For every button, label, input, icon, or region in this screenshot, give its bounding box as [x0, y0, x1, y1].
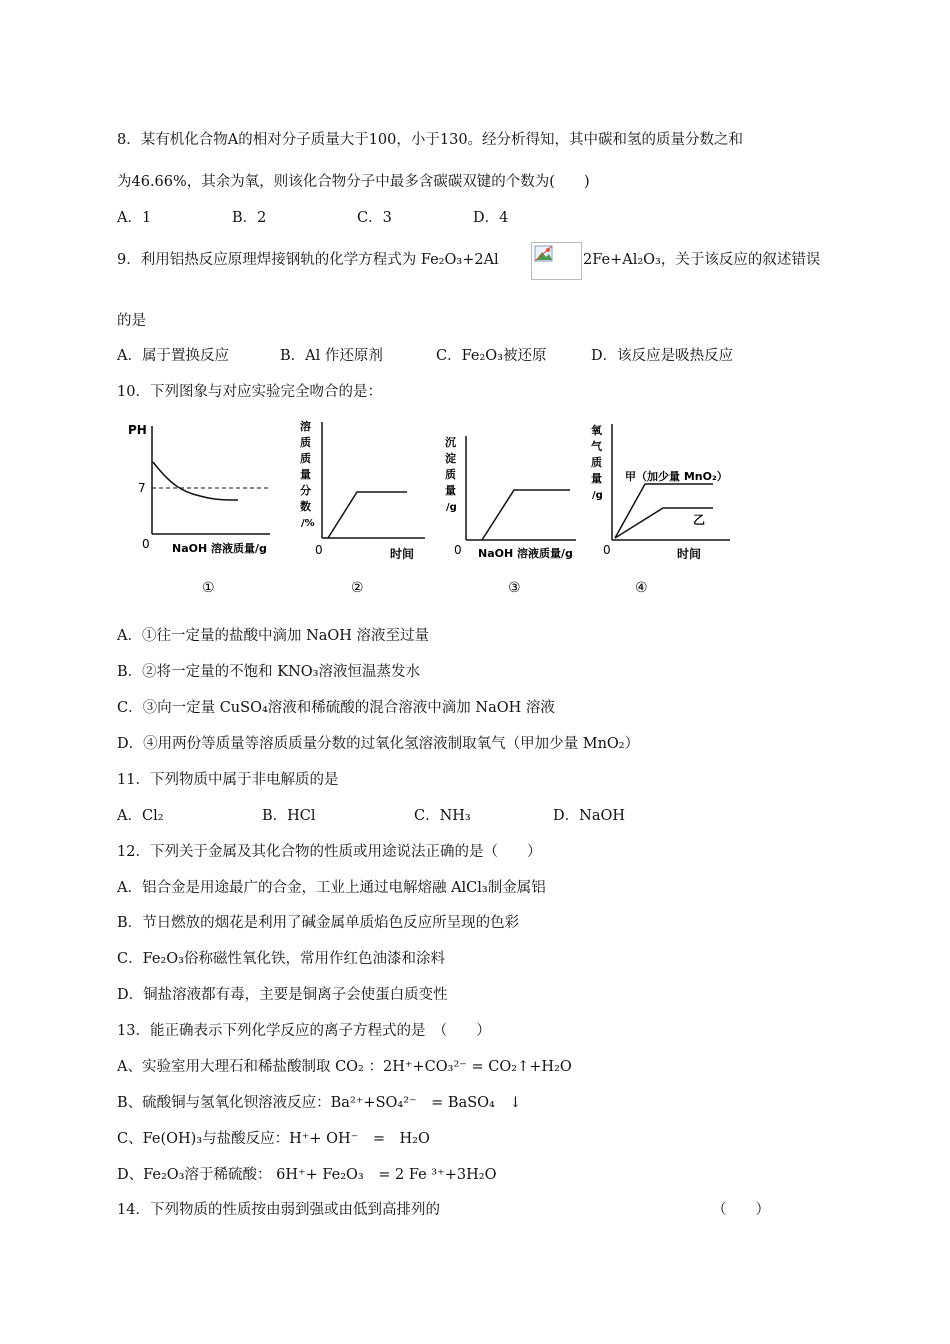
- q8-option-c: C．3: [357, 210, 392, 226]
- graph-2: [295, 412, 445, 602]
- graph-3-ylabel-1: 沉: [445, 436, 456, 449]
- q10-option-b: B．②将一定量的不饱和 KNO₃溶液恒温蒸发水: [117, 664, 420, 680]
- q9-option-d: D．该反应是吸热反应: [591, 348, 734, 364]
- graph-3-curve: [482, 490, 570, 540]
- graph-1-id: ①: [202, 580, 215, 596]
- graph-2-id: ②: [351, 580, 364, 596]
- graph-4-xlabel: 时间: [677, 547, 702, 561]
- graph-3-id: ③: [508, 580, 521, 596]
- graph-4-curve-jia: [615, 484, 713, 538]
- q12-option-d: D．铜盐溶液都有毒，主要是铜离子会使蛋白质变性: [117, 987, 448, 1003]
- q13-stem: 13．能正确表示下列化学反应的离子方程式的是 （ ）: [117, 1023, 491, 1039]
- q8-option-b: B．2: [232, 210, 267, 226]
- q13-option-c: C、Fe(OH)₃与盐酸反应：H⁺+ OH⁻ = H₂O: [117, 1131, 430, 1147]
- graph-4-origin: 0: [603, 543, 611, 557]
- q12-stem: 12．下列关于金属及其化合物的性质或用途说法正确的是（ ）: [117, 844, 542, 860]
- q11-option-c: C．NH₃: [414, 808, 471, 824]
- q12-option-c: C．Fe₂O₃俗称磁性氧化铁，常用作红色油漆和涂料: [117, 951, 445, 967]
- q12-option-a: A．铝合金是用途最广的合金，工业上通过电解熔融 AlCl₃制金属铝: [117, 880, 546, 896]
- graph-2-ylabel-4: 量: [300, 468, 311, 481]
- graph-2-ylabel-2: 质: [300, 436, 311, 449]
- q9-line1-post: 2Fe+Al₂O₃，关于该反应的叙述错误: [583, 252, 821, 268]
- graph-3-ylabel-3: 质: [445, 468, 456, 481]
- q8-line2: 为46.66%，其余为氧，则该化合物分子中最多含碳碳双键的个数为( ): [117, 174, 590, 190]
- graph-2-ylabel-1: 溶: [300, 420, 311, 433]
- graph-4-curve1-label: 甲（加少量 MnO₂）: [625, 470, 728, 483]
- q8-option-d: D．4: [473, 210, 509, 226]
- graph-1-ytick: 7: [138, 481, 146, 495]
- graph-3: [440, 412, 590, 602]
- q14-answer-paren: （ ）: [712, 1202, 770, 1218]
- q12-option-b: B．节日燃放的烟花是利用了碱金属单质焰色反应所呈现的色彩: [117, 915, 520, 931]
- graph-1-origin: 0: [142, 537, 150, 551]
- graph-4-ylabel-2: 气: [591, 440, 602, 453]
- q10-option-d: D．④用两份等质量等溶质质量分数的过氧化氢溶液制取氧气（甲加少量 MnO₂）: [117, 736, 640, 752]
- q13-option-d: D、Fe₂O₃溶于稀硫酸： 6H⁺+ Fe₂O₃ = 2 Fe ³⁺+3H₂O: [117, 1167, 497, 1183]
- graph-2-ylabel-7: /%: [301, 518, 315, 529]
- graph-4-ylabel-3: 质: [591, 456, 602, 469]
- q13-option-b: B、硫酸铜与氢氧化钡溶液反应：Ba²⁺+SO₄²⁻ = BaSO₄ ↓: [117, 1095, 522, 1111]
- graph-4-ylabel-1: 氧: [591, 424, 602, 437]
- q9-line1-pre: 9．利用铝热反应原理焊接钢轨的化学方程式为 Fe₂O₃+2Al: [117, 252, 499, 268]
- graph-1-curve: [153, 462, 238, 500]
- q9-option-a: A．属于置换反应: [117, 348, 229, 364]
- q8-line1: 8．某有机化合物A的相对分子质量大于100，小于130。经分析得知，其中碳和氢的质量分数之和: [117, 132, 744, 148]
- graph-4-id: ④: [635, 580, 648, 596]
- graph-1-xlabel: NaOH 溶液质量/g: [172, 542, 267, 555]
- graph-3-ylabel-2: 淀: [445, 452, 456, 465]
- graph-2-ylabel-5: 分: [300, 484, 311, 497]
- graph-1-ylabel: PH: [128, 423, 147, 437]
- graph-3-ylabel-4: 量: [445, 484, 456, 497]
- q8-option-a: A．1: [117, 210, 152, 226]
- q10-option-a: A．①往一定量的盐酸中滴加 NaOH 溶液至过量: [117, 628, 430, 644]
- graph-2-ylabel-6: 数: [300, 500, 311, 513]
- q11-option-d: D．NaOH: [553, 808, 625, 824]
- q9-line2: 的是: [117, 313, 146, 329]
- broken-image-icon: [531, 242, 582, 280]
- graph-4-curve2-label: 乙: [693, 513, 706, 527]
- q11-option-b: B．HCl: [262, 808, 316, 824]
- q10-stem: 10．下列图象与对应实验完全吻合的是：: [117, 384, 382, 400]
- q13-option-a: A、实验室用大理石和稀盐酸制取 CO₂ ：2H⁺+CO₃²⁻ = CO₂↑+H₂O: [117, 1059, 572, 1075]
- q11-option-a: A．Cl₂: [117, 808, 164, 824]
- graph-3-ylabel-5: /g: [446, 502, 457, 513]
- graph-4: [585, 412, 780, 602]
- graph-3-xlabel: NaOH 溶液质量/g: [478, 547, 573, 560]
- graph-1: [120, 412, 285, 602]
- graph-3-origin: 0: [454, 543, 462, 557]
- graph-2-ylabel-3: 质: [300, 452, 311, 465]
- graph-2-curve: [328, 492, 407, 538]
- q10-option-c: C．③向一定量 CuSO₄溶液和稀硫酸的混合溶液中滴加 NaOH 溶液: [117, 700, 555, 716]
- graph-2-xlabel: 时间: [390, 547, 415, 561]
- graph-2-origin: 0: [315, 543, 323, 557]
- q9-option-b: B．Al 作还原剂: [280, 348, 383, 364]
- q9-option-c: C．Fe₂O₃被还原: [436, 348, 547, 364]
- q14-stem: 14．下列物质的性质按由弱到强或由低到高排列的: [117, 1202, 440, 1218]
- graph-4-ylabel-5: /g: [592, 490, 603, 501]
- graph-4-ylabel-4: 量: [591, 472, 602, 485]
- q11-stem: 11．下列物质中属于非电解质的是: [117, 772, 339, 788]
